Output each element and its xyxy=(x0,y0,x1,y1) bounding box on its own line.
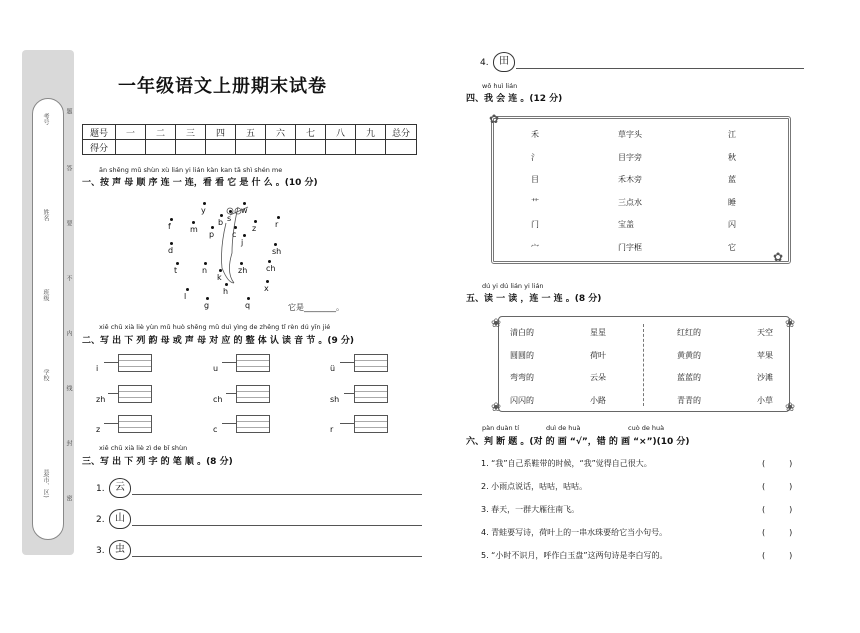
puzzle-letter: s xyxy=(227,214,232,223)
puzzle-letter: g xyxy=(204,301,210,310)
puzzle-letter: y xyxy=(201,206,206,215)
q3-char-badge: 山 xyxy=(109,509,131,529)
flower-icon: ❀ xyxy=(491,400,502,414)
q5-left-b-item[interactable]: 小路 xyxy=(590,395,606,405)
puzzle-dot[interactable] xyxy=(234,226,237,229)
q2-answer-grid[interactable] xyxy=(236,354,270,372)
puzzle-dot[interactable] xyxy=(243,234,246,237)
q5-left-a-item[interactable]: 闪闪的 xyxy=(510,395,534,405)
q3-char-badge: 云 xyxy=(109,478,131,498)
q4-col1-item[interactable]: 目 xyxy=(531,175,539,184)
q6-statement: 4. 青蛙要写诗，荷叶上的一串水珠要给它当小句号。 xyxy=(481,528,668,537)
puzzle-dot[interactable] xyxy=(176,262,179,265)
q6-statement: 1. “我”自己系鞋带的时候，“我”觉得自己很大。 xyxy=(481,459,652,468)
score-col: 三 xyxy=(176,125,206,140)
puzzle-dot[interactable] xyxy=(268,260,271,263)
puzzle-letter: m xyxy=(190,225,198,234)
flower-icon: ❀ xyxy=(785,316,796,330)
score-col: 四 xyxy=(206,125,236,140)
q4-col2-item[interactable]: 宝盖 xyxy=(618,220,634,229)
flower-icon: ❀ xyxy=(785,400,796,414)
q5-divider xyxy=(643,324,644,406)
puzzle-letter: f xyxy=(168,222,171,231)
q2-leader xyxy=(108,393,118,394)
q3-answer-line[interactable] xyxy=(132,525,422,526)
q5-left-a-item[interactable]: 圆圆的 xyxy=(510,350,534,360)
q2-item xyxy=(213,387,222,406)
q2-leader xyxy=(104,362,118,363)
q1-pinyin: ān shēng mǔ shùn xù lián yi lián kàn kan tā shì shén me xyxy=(99,166,283,174)
seal-char: 答 xyxy=(65,165,72,171)
puzzle-dot[interactable] xyxy=(254,220,257,223)
q2-item-label: u xyxy=(213,364,219,373)
puzzle-dot[interactable] xyxy=(225,283,228,286)
score-col: 九 xyxy=(356,125,386,140)
q2-item xyxy=(96,417,100,436)
puzzle-letter: h xyxy=(223,287,229,296)
q5-right-a-item[interactable]: 红红的 xyxy=(677,328,701,337)
puzzle-letter: ch xyxy=(266,264,276,273)
q6-statement: 5. “小时不识月，呼作白玉盘”这两句诗是李白写的。 xyxy=(481,551,668,560)
puzzle-letter: x xyxy=(264,284,269,293)
q2-answer-grid[interactable] xyxy=(118,385,152,403)
puzzle-dot[interactable] xyxy=(206,297,209,300)
seal-char: 要 xyxy=(65,220,72,226)
puzzle-dot[interactable] xyxy=(219,269,222,272)
puzzle-letter: z xyxy=(252,224,257,233)
q3-item-num: 2. xyxy=(96,515,105,525)
q4-col3-item[interactable]: 它 xyxy=(728,242,736,252)
q3-answer-line[interactable] xyxy=(132,556,422,557)
q2-leader xyxy=(222,362,236,363)
puzzle-dot[interactable] xyxy=(229,210,232,213)
q2-item-label: r xyxy=(330,425,334,434)
q6-pinyin: pàn duàn tí xyxy=(482,424,520,432)
q6-answer-paren[interactable]: ( ) xyxy=(762,459,793,468)
q2-pinyin: xiě chū xià liè yùn mǔ huò shēng mǔ duì yìng de zhěng tǐ rèn dú yīn jié xyxy=(99,323,331,331)
score-label: 题号 xyxy=(83,125,116,140)
q2-item-label: z xyxy=(96,425,101,434)
puzzle-dot[interactable] xyxy=(243,202,246,205)
q2-item-label: ch xyxy=(213,395,223,404)
flower-icon: ❀ xyxy=(491,316,502,330)
puzzle-letter: j xyxy=(241,238,244,247)
binding-label-school: 学校 xyxy=(42,369,49,381)
puzzle-dot[interactable] xyxy=(240,262,243,265)
q2-leader xyxy=(222,423,236,424)
seal-char: 密 xyxy=(65,495,72,501)
puzzle-letter: b xyxy=(218,218,224,227)
q4-heading: 四、我 会 连 。(12 分) xyxy=(466,94,563,104)
q6-answer-paren[interactable]: ( ) xyxy=(762,551,793,560)
q2-item-label: i xyxy=(96,364,99,373)
score-cell[interactable] xyxy=(386,140,417,155)
q5-right-b-item[interactable]: 沙滩 xyxy=(757,373,773,382)
score-cell[interactable] xyxy=(326,140,356,155)
puzzle-letter: l xyxy=(184,292,187,301)
score-col: 八 xyxy=(326,125,356,140)
score-row-values xyxy=(83,140,417,155)
q2-item xyxy=(330,356,335,375)
q4-col1-item[interactable]: 艹 xyxy=(531,197,539,207)
q4-col3-item[interactable]: 睡 xyxy=(728,197,736,207)
score-col-total: 总分 xyxy=(386,125,417,140)
q2-leader xyxy=(340,423,354,424)
q4-col2-item[interactable]: 三点水 xyxy=(618,197,642,207)
score-col: 七 xyxy=(296,125,326,140)
q3-heading: 三、写 出 下 列 字 的 笔 顺 。(8 分) xyxy=(82,457,233,467)
q2-leader xyxy=(344,393,354,394)
q2-item-label: sh xyxy=(330,395,340,404)
binding-label-class: 班级 xyxy=(42,289,49,301)
puzzle-dot[interactable] xyxy=(192,221,195,224)
puzzle-dot[interactable] xyxy=(211,226,214,229)
q6-answer-paren[interactable]: ( ) xyxy=(762,528,793,537)
q2-item xyxy=(96,356,98,375)
q3-answer-line[interactable] xyxy=(132,494,422,495)
q2-item-label: zh xyxy=(96,395,106,404)
seal-char: 封 xyxy=(65,440,72,446)
seal-char: 不 xyxy=(65,275,72,281)
q2-answer-grid[interactable] xyxy=(236,415,270,433)
q5-right-a-item[interactable]: 蓝蓝的 xyxy=(677,373,701,382)
q2-answer-grid[interactable] xyxy=(354,385,388,403)
q2-item xyxy=(330,387,339,406)
puzzle-dot[interactable] xyxy=(247,297,250,300)
q2-leader xyxy=(226,393,236,394)
q4-col1-item[interactable]: 门 xyxy=(531,220,539,229)
binding-label-exam-no: 考号 xyxy=(42,113,49,125)
q2-answer-grid[interactable] xyxy=(236,385,270,403)
q5-right-a-item[interactable]: 青青的 xyxy=(677,395,701,405)
q4-col1-item[interactable]: 氵 xyxy=(531,152,539,162)
q2-leader xyxy=(104,423,118,424)
flower-icon: ✿ xyxy=(773,250,784,264)
q5-left-a-item[interactable]: 弯弯的 xyxy=(510,373,534,382)
q5-left-b-item[interactable]: 星星 xyxy=(590,328,606,337)
q6-pinyin: duì de huà xyxy=(546,424,581,432)
puzzle-dot[interactable] xyxy=(186,288,189,291)
q2-answer-grid[interactable] xyxy=(354,354,388,372)
info-pill xyxy=(32,98,64,540)
q5-left-b-item[interactable]: 云朵 xyxy=(590,373,606,382)
q2-answer-grid[interactable] xyxy=(354,415,388,433)
q3-pinyin: xiě chū xià liè zì de bǐ shùn xyxy=(99,444,188,452)
puzzle-dot[interactable] xyxy=(170,242,173,245)
q6-heading: 六、判 断 题 。(对 的 画 “√”，错 的 画 “×”)(10 分) xyxy=(466,437,690,447)
puzzle-letter: r xyxy=(275,220,279,229)
q1-heading: 一、按 声 母 顺 序 连 一 连，看 看 它 是 什 么 。(10 分) xyxy=(82,178,318,188)
q5-right-b-item[interactable]: 苹果 xyxy=(757,350,773,360)
seal-char: 内 xyxy=(65,330,72,336)
seal-char: 题 xyxy=(65,108,72,114)
q4-col3-item[interactable]: 秋 xyxy=(728,152,736,162)
puzzle-dot[interactable] xyxy=(220,214,223,217)
q2-item xyxy=(96,387,105,406)
puzzle-letter: w xyxy=(241,206,248,215)
q4-col2-item[interactable]: 禾木旁 xyxy=(618,175,642,184)
puzzle-dot[interactable] xyxy=(274,243,277,246)
puzzle-letter: c xyxy=(232,230,237,239)
puzzle-dot[interactable] xyxy=(170,218,173,221)
q4-col1-item[interactable]: 禾 xyxy=(531,130,539,139)
q4-col2-item[interactable]: 目字旁 xyxy=(618,152,642,162)
binding-strip xyxy=(22,50,74,555)
q3-item-num: 4. xyxy=(480,58,489,68)
score-cell[interactable] xyxy=(356,140,386,155)
seal-char: 线 xyxy=(65,385,72,391)
puzzle-letter: k xyxy=(217,273,222,282)
score-cell[interactable] xyxy=(176,140,206,155)
q5-left-a-item[interactable]: 清白的 xyxy=(510,328,534,337)
q5-match-box xyxy=(498,316,790,412)
score-col: 一 xyxy=(116,125,146,140)
q5-right-a-item[interactable]: 黄黄的 xyxy=(677,350,701,360)
q2-item-label: c xyxy=(213,425,218,434)
q6-answer-paren[interactable]: ( ) xyxy=(762,505,793,514)
q5-pinyin: dú yi dú lián yi lián xyxy=(482,282,544,290)
q6-statement: 3. 春天，一群大雁往南飞。 xyxy=(481,505,580,514)
q4-col2-item[interactable]: 门字框 xyxy=(618,242,642,252)
puzzle-letter: q xyxy=(245,301,251,310)
q2-leader xyxy=(340,362,354,363)
puzzle-dot[interactable] xyxy=(277,216,280,219)
score-col: 二 xyxy=(146,125,176,140)
score-label: 得分 xyxy=(83,140,116,155)
score-cell[interactable] xyxy=(266,140,296,155)
q5-heading: 五、读 一 读 ，连 一 连 。(8 分) xyxy=(466,294,602,304)
puzzle-letter: d xyxy=(168,246,174,255)
puzzle-letter: p xyxy=(209,230,215,239)
score-cell[interactable] xyxy=(296,140,326,155)
score-cell[interactable] xyxy=(206,140,236,155)
score-cell[interactable] xyxy=(116,140,146,155)
q4-col1-item[interactable]: 宀 xyxy=(531,242,539,252)
q2-item xyxy=(213,356,218,375)
score-table xyxy=(82,124,417,155)
q3-item-num: 1. xyxy=(96,484,105,494)
q3-answer-line[interactable] xyxy=(516,68,804,69)
binding-label-name: 姓名 xyxy=(42,209,49,221)
puzzle-dot[interactable] xyxy=(203,202,206,205)
puzzle-letter: zh xyxy=(238,266,248,275)
q2-item-label: ü xyxy=(330,364,336,373)
q4-pinyin: wǒ huì lián xyxy=(482,82,518,90)
q2-item xyxy=(213,417,217,436)
q2-answer-grid[interactable] xyxy=(118,354,152,372)
q1-answer-prompt: 它是________。 xyxy=(288,303,344,312)
score-cell[interactable] xyxy=(236,140,266,155)
q6-answer-paren[interactable]: ( ) xyxy=(762,482,793,491)
q2-answer-grid[interactable] xyxy=(118,415,152,433)
q4-col2-item[interactable]: 草字头 xyxy=(618,130,642,139)
q4-col3-item[interactable]: 江 xyxy=(728,130,736,139)
q3-char-badge: 田 xyxy=(493,52,515,72)
q6-pinyin: cuò de huà xyxy=(628,424,665,432)
q5-right-b-item[interactable]: 天空 xyxy=(757,328,773,337)
q2-item xyxy=(330,417,333,436)
q2-heading: 二、写 出 下 列 韵 母 或 声 母 对 应 的 整 体 认 读 音 节 。(9 分) xyxy=(82,336,355,346)
puzzle-letter: t xyxy=(174,266,178,275)
score-cell[interactable] xyxy=(146,140,176,155)
puzzle-dot[interactable] xyxy=(204,262,207,265)
q3-item-num: 3. xyxy=(96,546,105,556)
puzzle-dot[interactable] xyxy=(266,280,269,283)
score-row-header xyxy=(83,125,417,140)
page-title: 一年级语文上册期末试卷 xyxy=(118,76,327,97)
q4-col3-item[interactable]: 闪 xyxy=(728,220,736,229)
puzzle-letter: n xyxy=(202,266,208,275)
binding-label-county: 县(市、区) xyxy=(42,469,49,498)
q4-col3-item[interactable]: 蓝 xyxy=(728,175,736,184)
puzzle-letter: sh xyxy=(272,247,282,256)
flower-icon: ✿ xyxy=(489,112,500,126)
q5-left-b-item[interactable]: 荷叶 xyxy=(590,350,606,360)
q6-statement: 2. 小雨点说话，咕咕，咕咕。 xyxy=(481,482,588,491)
score-col: 六 xyxy=(266,125,296,140)
score-col: 五 xyxy=(236,125,266,140)
q5-right-b-item[interactable]: 小草 xyxy=(757,395,773,405)
q3-char-badge: 虫 xyxy=(109,540,131,560)
